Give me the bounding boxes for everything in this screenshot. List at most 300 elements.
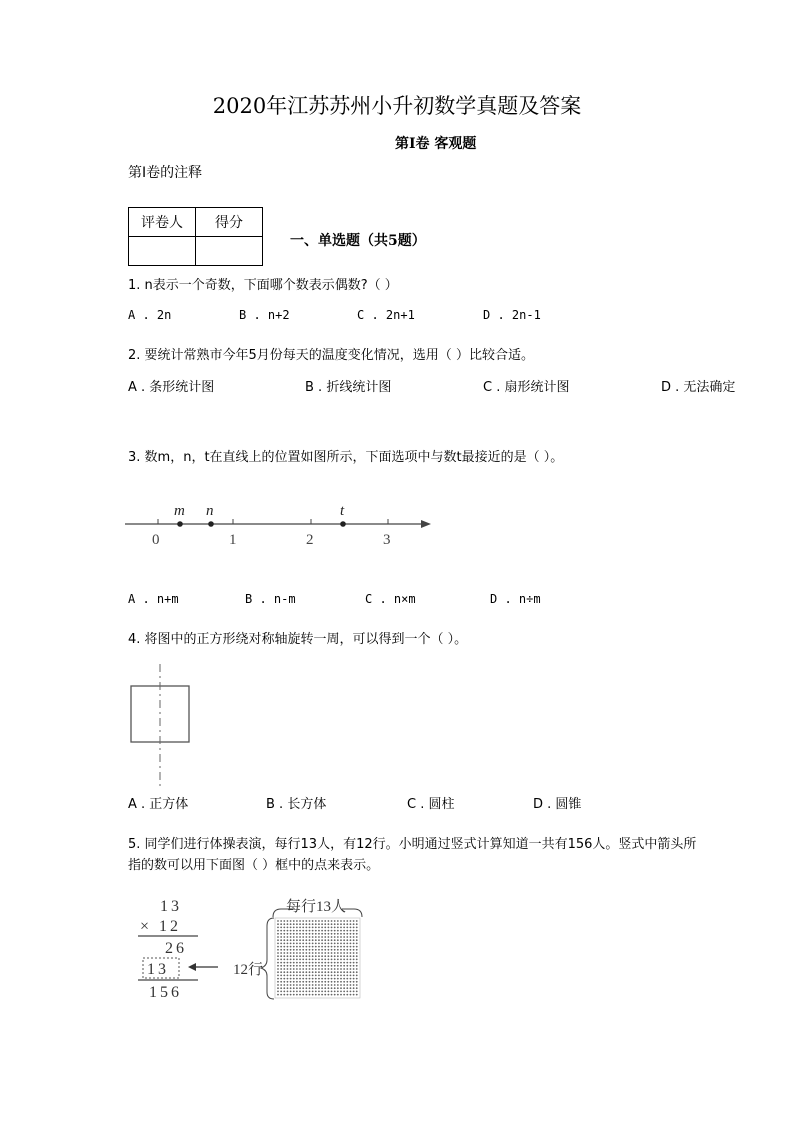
dot — [309, 923, 311, 925]
dot — [312, 981, 314, 983]
dot — [287, 946, 289, 948]
dot — [350, 981, 352, 983]
dot — [280, 962, 282, 964]
dot — [340, 987, 342, 989]
dot — [287, 981, 289, 983]
dot — [353, 923, 355, 925]
dot — [350, 955, 352, 957]
dot — [337, 936, 339, 938]
dot — [328, 959, 330, 961]
dot — [293, 952, 295, 954]
dot — [287, 994, 289, 996]
section-heading: 一、单选题（共5题） — [290, 233, 426, 249]
dot — [353, 987, 355, 989]
dot — [277, 920, 279, 922]
dot — [283, 936, 285, 938]
dot — [290, 952, 292, 954]
dot — [331, 962, 333, 964]
dot — [334, 965, 336, 967]
dot — [353, 946, 355, 948]
dot — [331, 930, 333, 932]
dot — [293, 923, 295, 925]
dot — [305, 930, 307, 932]
dot — [283, 978, 285, 980]
dot — [315, 946, 317, 948]
q2-option-b: B . 折线统计图 — [305, 380, 392, 395]
dot — [340, 949, 342, 951]
dot — [309, 933, 311, 935]
dot — [340, 971, 342, 973]
page-title: 2020年江苏苏州小升初数学真题及答案 — [212, 94, 582, 118]
dot — [328, 984, 330, 986]
dot — [309, 920, 311, 922]
dot — [353, 933, 355, 935]
dot — [356, 936, 358, 938]
dot — [305, 955, 307, 957]
dot — [305, 920, 307, 922]
dot — [328, 923, 330, 925]
dot — [356, 975, 358, 977]
dot — [321, 971, 323, 973]
dot-grid — [277, 920, 358, 995]
dot — [353, 927, 355, 929]
dot — [277, 927, 279, 929]
dot — [328, 991, 330, 993]
dot — [350, 933, 352, 935]
dot — [324, 968, 326, 970]
q4-option-b: B . 长方体 — [266, 797, 327, 812]
dot — [287, 949, 289, 951]
dot — [296, 991, 298, 993]
dot — [337, 965, 339, 967]
dot — [321, 984, 323, 986]
dot — [343, 943, 345, 945]
dot — [340, 991, 342, 993]
dot — [305, 952, 307, 954]
dot — [280, 949, 282, 951]
dot — [337, 987, 339, 989]
dot — [324, 927, 326, 929]
dot — [309, 994, 311, 996]
dot — [318, 923, 320, 925]
dot — [356, 994, 358, 996]
dot — [334, 991, 336, 993]
dot — [328, 952, 330, 954]
dot — [290, 978, 292, 980]
dot — [356, 939, 358, 941]
dot — [277, 946, 279, 948]
dot — [315, 959, 317, 961]
dot — [283, 971, 285, 973]
dot — [346, 952, 348, 954]
dot — [356, 933, 358, 935]
dot — [302, 927, 304, 929]
dot — [305, 968, 307, 970]
dot — [343, 971, 345, 973]
dot — [283, 930, 285, 932]
dot — [309, 959, 311, 961]
dot — [350, 971, 352, 973]
dot — [321, 968, 323, 970]
question-1-text: 1. n表示一个奇数，下面哪个数表示偶数?（ ） — [128, 278, 398, 293]
dot — [305, 933, 307, 935]
dot — [287, 968, 289, 970]
dot — [346, 962, 348, 964]
dot — [340, 965, 342, 967]
dot — [340, 959, 342, 961]
dot — [302, 971, 304, 973]
dot — [315, 987, 317, 989]
dot — [283, 987, 285, 989]
dot — [340, 933, 342, 935]
dot — [290, 991, 292, 993]
dot — [290, 987, 292, 989]
dot — [299, 952, 301, 954]
dot — [321, 978, 323, 980]
dot — [302, 984, 304, 986]
dot — [343, 968, 345, 970]
dot — [334, 949, 336, 951]
dot — [312, 965, 314, 967]
question-5-text-line2: 指的数可以用下面图（ ）框中的点来表示。 — [128, 858, 380, 873]
dot — [296, 965, 298, 967]
dot — [315, 949, 317, 951]
dot — [318, 959, 320, 961]
dot — [287, 971, 289, 973]
dot — [324, 946, 326, 948]
dot — [343, 981, 345, 983]
dot — [280, 975, 282, 977]
dot — [277, 943, 279, 945]
dot — [283, 952, 285, 954]
q3-option-a: A . n+m — [128, 592, 179, 606]
dot — [293, 946, 295, 948]
dot — [321, 975, 323, 977]
dot — [296, 927, 298, 929]
dot — [309, 943, 311, 945]
dot — [283, 984, 285, 986]
dot — [277, 981, 279, 983]
dot — [302, 981, 304, 983]
dot — [328, 994, 330, 996]
dot — [309, 987, 311, 989]
dot — [277, 978, 279, 980]
dot — [315, 952, 317, 954]
dot — [331, 981, 333, 983]
q1-option-a: A . 2n — [128, 308, 172, 322]
dot — [283, 920, 285, 922]
dot — [277, 984, 279, 986]
dot — [287, 975, 289, 977]
dot — [318, 965, 320, 967]
dot — [331, 987, 333, 989]
dot — [299, 955, 301, 957]
dot — [302, 923, 304, 925]
dot — [280, 920, 282, 922]
dot — [315, 984, 317, 986]
dot — [350, 975, 352, 977]
dot — [296, 955, 298, 957]
dot — [280, 994, 282, 996]
dot — [290, 927, 292, 929]
dot — [280, 955, 282, 957]
dot — [296, 923, 298, 925]
dot — [337, 968, 339, 970]
dot — [337, 943, 339, 945]
dot — [321, 927, 323, 929]
dot — [287, 939, 289, 941]
dot — [315, 930, 317, 932]
dot — [328, 949, 330, 951]
dot — [309, 981, 311, 983]
dot — [350, 943, 352, 945]
dot — [340, 968, 342, 970]
dot — [293, 949, 295, 951]
dot — [293, 971, 295, 973]
dot — [350, 930, 352, 932]
dot — [343, 959, 345, 961]
dot — [337, 952, 339, 954]
dot — [343, 962, 345, 964]
dot — [315, 920, 317, 922]
dot — [356, 949, 358, 951]
dot — [343, 984, 345, 986]
dot — [356, 968, 358, 970]
q2-option-d: D . 无法确定 — [661, 380, 736, 395]
dot — [321, 930, 323, 932]
q3-option-b: B . n-m — [245, 592, 296, 606]
dot — [302, 930, 304, 932]
dot — [309, 949, 311, 951]
dot — [293, 943, 295, 945]
dot — [356, 920, 358, 922]
dot — [346, 991, 348, 993]
dot — [321, 955, 323, 957]
dot — [277, 933, 279, 935]
dot — [293, 975, 295, 977]
dot — [334, 936, 336, 938]
tick-label-0: 0 — [152, 532, 160, 548]
question-5-text-line1: 5. 同学们进行体操表演，每行13人，有12行。小明通过竖式计算知道一共有156人。竖式中箭头所 — [128, 837, 697, 852]
dot — [340, 927, 342, 929]
dot — [350, 962, 352, 964]
dot — [337, 991, 339, 993]
dot — [296, 933, 298, 935]
dot — [296, 952, 298, 954]
score-table — [128, 207, 263, 266]
dot — [343, 955, 345, 957]
dot — [318, 991, 320, 993]
dot — [346, 965, 348, 967]
dot — [356, 952, 358, 954]
dot — [296, 975, 298, 977]
dot — [350, 965, 352, 967]
dot — [356, 959, 358, 961]
dot — [296, 978, 298, 980]
dot — [334, 955, 336, 957]
mult-line-x12: × 12 — [140, 918, 182, 935]
dot — [321, 991, 323, 993]
dot — [287, 955, 289, 957]
dot — [334, 920, 336, 922]
dot — [287, 927, 289, 929]
dot — [312, 927, 314, 929]
dot — [337, 978, 339, 980]
dot — [305, 994, 307, 996]
dot — [334, 927, 336, 929]
dot — [299, 968, 301, 970]
dot — [315, 971, 317, 973]
dot — [337, 920, 339, 922]
dot — [280, 978, 282, 980]
dot — [321, 994, 323, 996]
dot — [287, 991, 289, 993]
dot — [321, 962, 323, 964]
dot — [283, 955, 285, 957]
dot — [350, 936, 352, 938]
dot — [340, 943, 342, 945]
dot — [324, 987, 326, 989]
dot — [305, 949, 307, 951]
dot — [277, 952, 279, 954]
dot — [309, 984, 311, 986]
dot — [283, 965, 285, 967]
dot — [321, 933, 323, 935]
dot — [296, 968, 298, 970]
dot — [331, 984, 333, 986]
point-label-n: n — [206, 503, 214, 519]
dot — [283, 946, 285, 948]
dot — [299, 933, 301, 935]
dot — [318, 936, 320, 938]
dot — [283, 933, 285, 935]
dot — [290, 981, 292, 983]
dot — [321, 936, 323, 938]
dot — [312, 991, 314, 993]
dot — [331, 946, 333, 948]
dot — [334, 939, 336, 941]
dot — [293, 930, 295, 932]
dot — [328, 943, 330, 945]
dot — [315, 943, 317, 945]
dot — [312, 968, 314, 970]
dot — [280, 968, 282, 970]
dot — [318, 994, 320, 996]
dot — [328, 946, 330, 948]
dot — [328, 930, 330, 932]
question-2-text: 2. 要统计常熟市今年5月份每天的温度变化情况，选用（ ）比较合适。 — [128, 348, 534, 363]
dot — [353, 920, 355, 922]
dot — [318, 968, 320, 970]
dot — [353, 962, 355, 964]
dot — [356, 927, 358, 929]
dot — [277, 987, 279, 989]
dot — [277, 936, 279, 938]
point-label-m: m — [174, 503, 185, 519]
dot — [305, 927, 307, 929]
dot — [334, 971, 336, 973]
dot — [290, 971, 292, 973]
dot — [340, 936, 342, 938]
dot — [299, 978, 301, 980]
q2-option-c: C . 扇形统计图 — [483, 380, 570, 395]
dot — [328, 939, 330, 941]
dot — [290, 939, 292, 941]
dot — [315, 965, 317, 967]
dot — [283, 968, 285, 970]
dot — [293, 933, 295, 935]
dot — [296, 984, 298, 986]
question-3-text: 3. 数m，n，t在直线上的位置如图所示，下面选项中与数t最接近的是（ ）。 — [128, 450, 564, 465]
dot — [346, 959, 348, 961]
dot — [277, 968, 279, 970]
score-header: 得分 — [196, 208, 263, 237]
dot — [309, 930, 311, 932]
dot — [302, 965, 304, 967]
dot — [315, 927, 317, 929]
dot — [350, 959, 352, 961]
dot — [337, 981, 339, 983]
q4-option-d: D . 圆锥 — [533, 797, 582, 812]
grader-header: 评卷人 — [129, 208, 196, 237]
dot — [299, 987, 301, 989]
dot — [324, 949, 326, 951]
dot — [302, 987, 304, 989]
question-4-text: 4. 将图中的正方形绕对称轴旋转一周，可以得到一个（ ）。 — [128, 632, 468, 647]
dot — [312, 939, 314, 941]
dot — [299, 930, 301, 932]
dot — [350, 978, 352, 980]
dot — [302, 920, 304, 922]
dot — [356, 984, 358, 986]
dot — [321, 939, 323, 941]
dot — [334, 930, 336, 932]
dot — [290, 984, 292, 986]
q1-option-b: B . n+2 — [239, 308, 290, 322]
dot — [337, 994, 339, 996]
dot — [305, 959, 307, 961]
dot — [309, 952, 311, 954]
dot — [343, 965, 345, 967]
dot — [337, 927, 339, 929]
dot — [353, 971, 355, 973]
dot — [353, 959, 355, 961]
dot — [328, 981, 330, 983]
dot — [315, 955, 317, 957]
dot — [324, 939, 326, 941]
dot — [337, 946, 339, 948]
dot — [324, 971, 326, 973]
dot — [324, 943, 326, 945]
dot — [331, 959, 333, 961]
tick-label-2: 2 — [306, 532, 314, 548]
dot — [318, 978, 320, 980]
dot — [321, 946, 323, 948]
dot — [305, 939, 307, 941]
dot — [356, 962, 358, 964]
dot — [302, 949, 304, 951]
dot — [324, 994, 326, 996]
q3-option-c: C . n×m — [365, 592, 416, 606]
dot — [318, 971, 320, 973]
mult-line-156: 156 — [149, 984, 182, 1001]
dot — [296, 962, 298, 964]
dot — [309, 927, 311, 929]
dot — [328, 978, 330, 980]
dot — [315, 962, 317, 964]
dot — [277, 962, 279, 964]
dot — [277, 971, 279, 973]
